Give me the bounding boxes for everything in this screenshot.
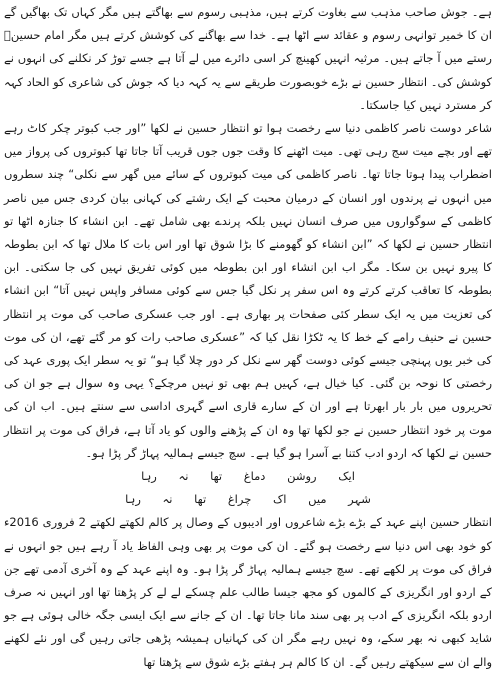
closing-paragraph: انتظار حسین اپنے عہد کے بڑے بڑے شاعروں اور ادیبوں کے وصال پر کالم لکھتے لکھتے 2 فروری 2016ء کو خود بھی اس دنیا سے رخصت ہو گئے۔ ان کی موت پر بھی وہی الفاظ یاد آ رہے ہیں جو انہوں نے فراق کی موت پر لکھے تھے۔ سچ جیسے ہمالیہ پہاڑ گر پڑا ہو۔ وہ اپنے عہد کے وہ آخری آدمی تھے جن کے اردو اور انگریزی کے کالموں کو مجھ جیسا طالب علم چسکے لے لے کر پڑھتا تھا اور انہیں نہ صرف اردو بلکہ انگریزی کے ادب پر بھی سند مانا جاتا تھا۔ ان کے جانے سے ایک ایسی جگہ خالی ہوئی ہے جو شاید کبھی نہ بھر سکے، وہ نہیں رہے مگر ان کی کہانیاں ہمیشہ پڑھی جاتی رہیں گی اور نئے لکھنے والے ان سے سیکھتے رہیں گے۔ ان کا کالم ہر ہفتے بڑے شوق سے پڑھتا تھا (4, 515, 492, 669)
couplet-line: ایک روشن دماغ تھا نہ رہا (141, 469, 355, 484)
article-paragraph: شاعر دوست ناصر کاظمی دنیا سے رخصت ہوا تو انتظار حسین نے لکھا ”اور جب کبوتر چکر کاٹ رہے تھے اور بچے میت سج رہی تھی۔ میت اٹھنے کا وقت جوں جوں قریب آتا جاتا تھا کبوتروں کی پرواز میں اضطراب پیدا ہوتا جاتا تھا۔ ناصر کاظمی کی میت کبوتروں کے سائے میں گھر سے نکلی“ چند سطروں میں انہوں نے پرندوں اور انسان کے درمیان محبت کے ایک رشتے کی کہانی بیان کردی جس میں ناصر کاظمی کے سوگواروں میں صرف انسان نہیں بلکہ پرندے بھی شامل تھے۔ ابن انشاء کا جنازہ اٹھا تو انتظار حسین نے لکھا کہ ”ابن انشاء کو گھومنے کا بڑا شوق تھا اور اس بات کا ملال تھا کہ ابن بطوطہ کا پیرو نہیں بن سکا۔ مگر اب ابن انشاء اور ابن بطوطہ میں کوئی تفریق نہیں کی جا سکتی۔ ابن بطوطہ کا تعاقب کرتے کرتے وہ اس سفر پر نکل گیا جس سے کوئی مسافر واپس نہیں آتا“ ابن انشاء کی تعزیت میں یہ ایک سطر کئی صفحات پر بھاری ہے۔ اور جب عسکری صاحب کی موت پر انتظار حسین نے حنیف رامے کے خط کا یہ ٹکڑا نقل کیا کہ ”عسکری صاحب رات کو مر گئے تھے، ان کی موت کی خبر یوں پہنچی جیسے کوئی دوست گھر سے نکل کر دور چلا گیا ہو“ تو یہ سطر ایک پوری عہد کی رخصتی کا نوحہ بن گئی۔ کیا خیال ہے، کہیں ہم بھی تو نہیں مرچکے؟ یہی وہ سوال ہے جو ان کی تحریروں میں بار بار ابھرتا ہے اور ان کے سارے قاری اسے گہری اداسی سے سنتے ہیں۔ اب ان کی موت پر خود انتظار حسین نے جو لکھا تھا وہ ان کے پڑھنے والوں کو یاد آتا ہے، فراق کی موت پر انتظار حسین نے لکھا کہ اردو ادب کتنا بے آسرا ہو گیا ہے۔ سچ جیسے ہمالیہ پہاڑ گر پڑا ہو۔ (4, 121, 492, 460)
couplet-line: شہر میں اک چراغ تھا نہ رہا (125, 492, 371, 507)
couplet (4, 465, 492, 511)
article-paragraph: ہے۔ جوش صاحب مذہب سے بغاوت کرتے ہیں، مذہبی رسوم سے بھاگتے ہیں مگر کہاں تک بھاگیں گے ان کا خمیر توانہی رسوم و عقائد سے اٹھا ہے۔ خدا سے بھاگنے کی کوشش کرتے ہیں مگر امام حسینؑ رستے میں آ جاتے ہیں۔ مرثیہ انہیں کھینچ کر اسی دائرے میں لے آتا ہے جسے توڑ کر نکلنے کی انہوں نے کوشش کی۔ انتظار حسین نے بڑے خوبصورت طریقے سے یہ کہہ دیا کہ جوش کی شاعری کو الحاد کہہ کر مسترد نہیں کیا جاسکتا۔ (4, 5, 492, 112)
